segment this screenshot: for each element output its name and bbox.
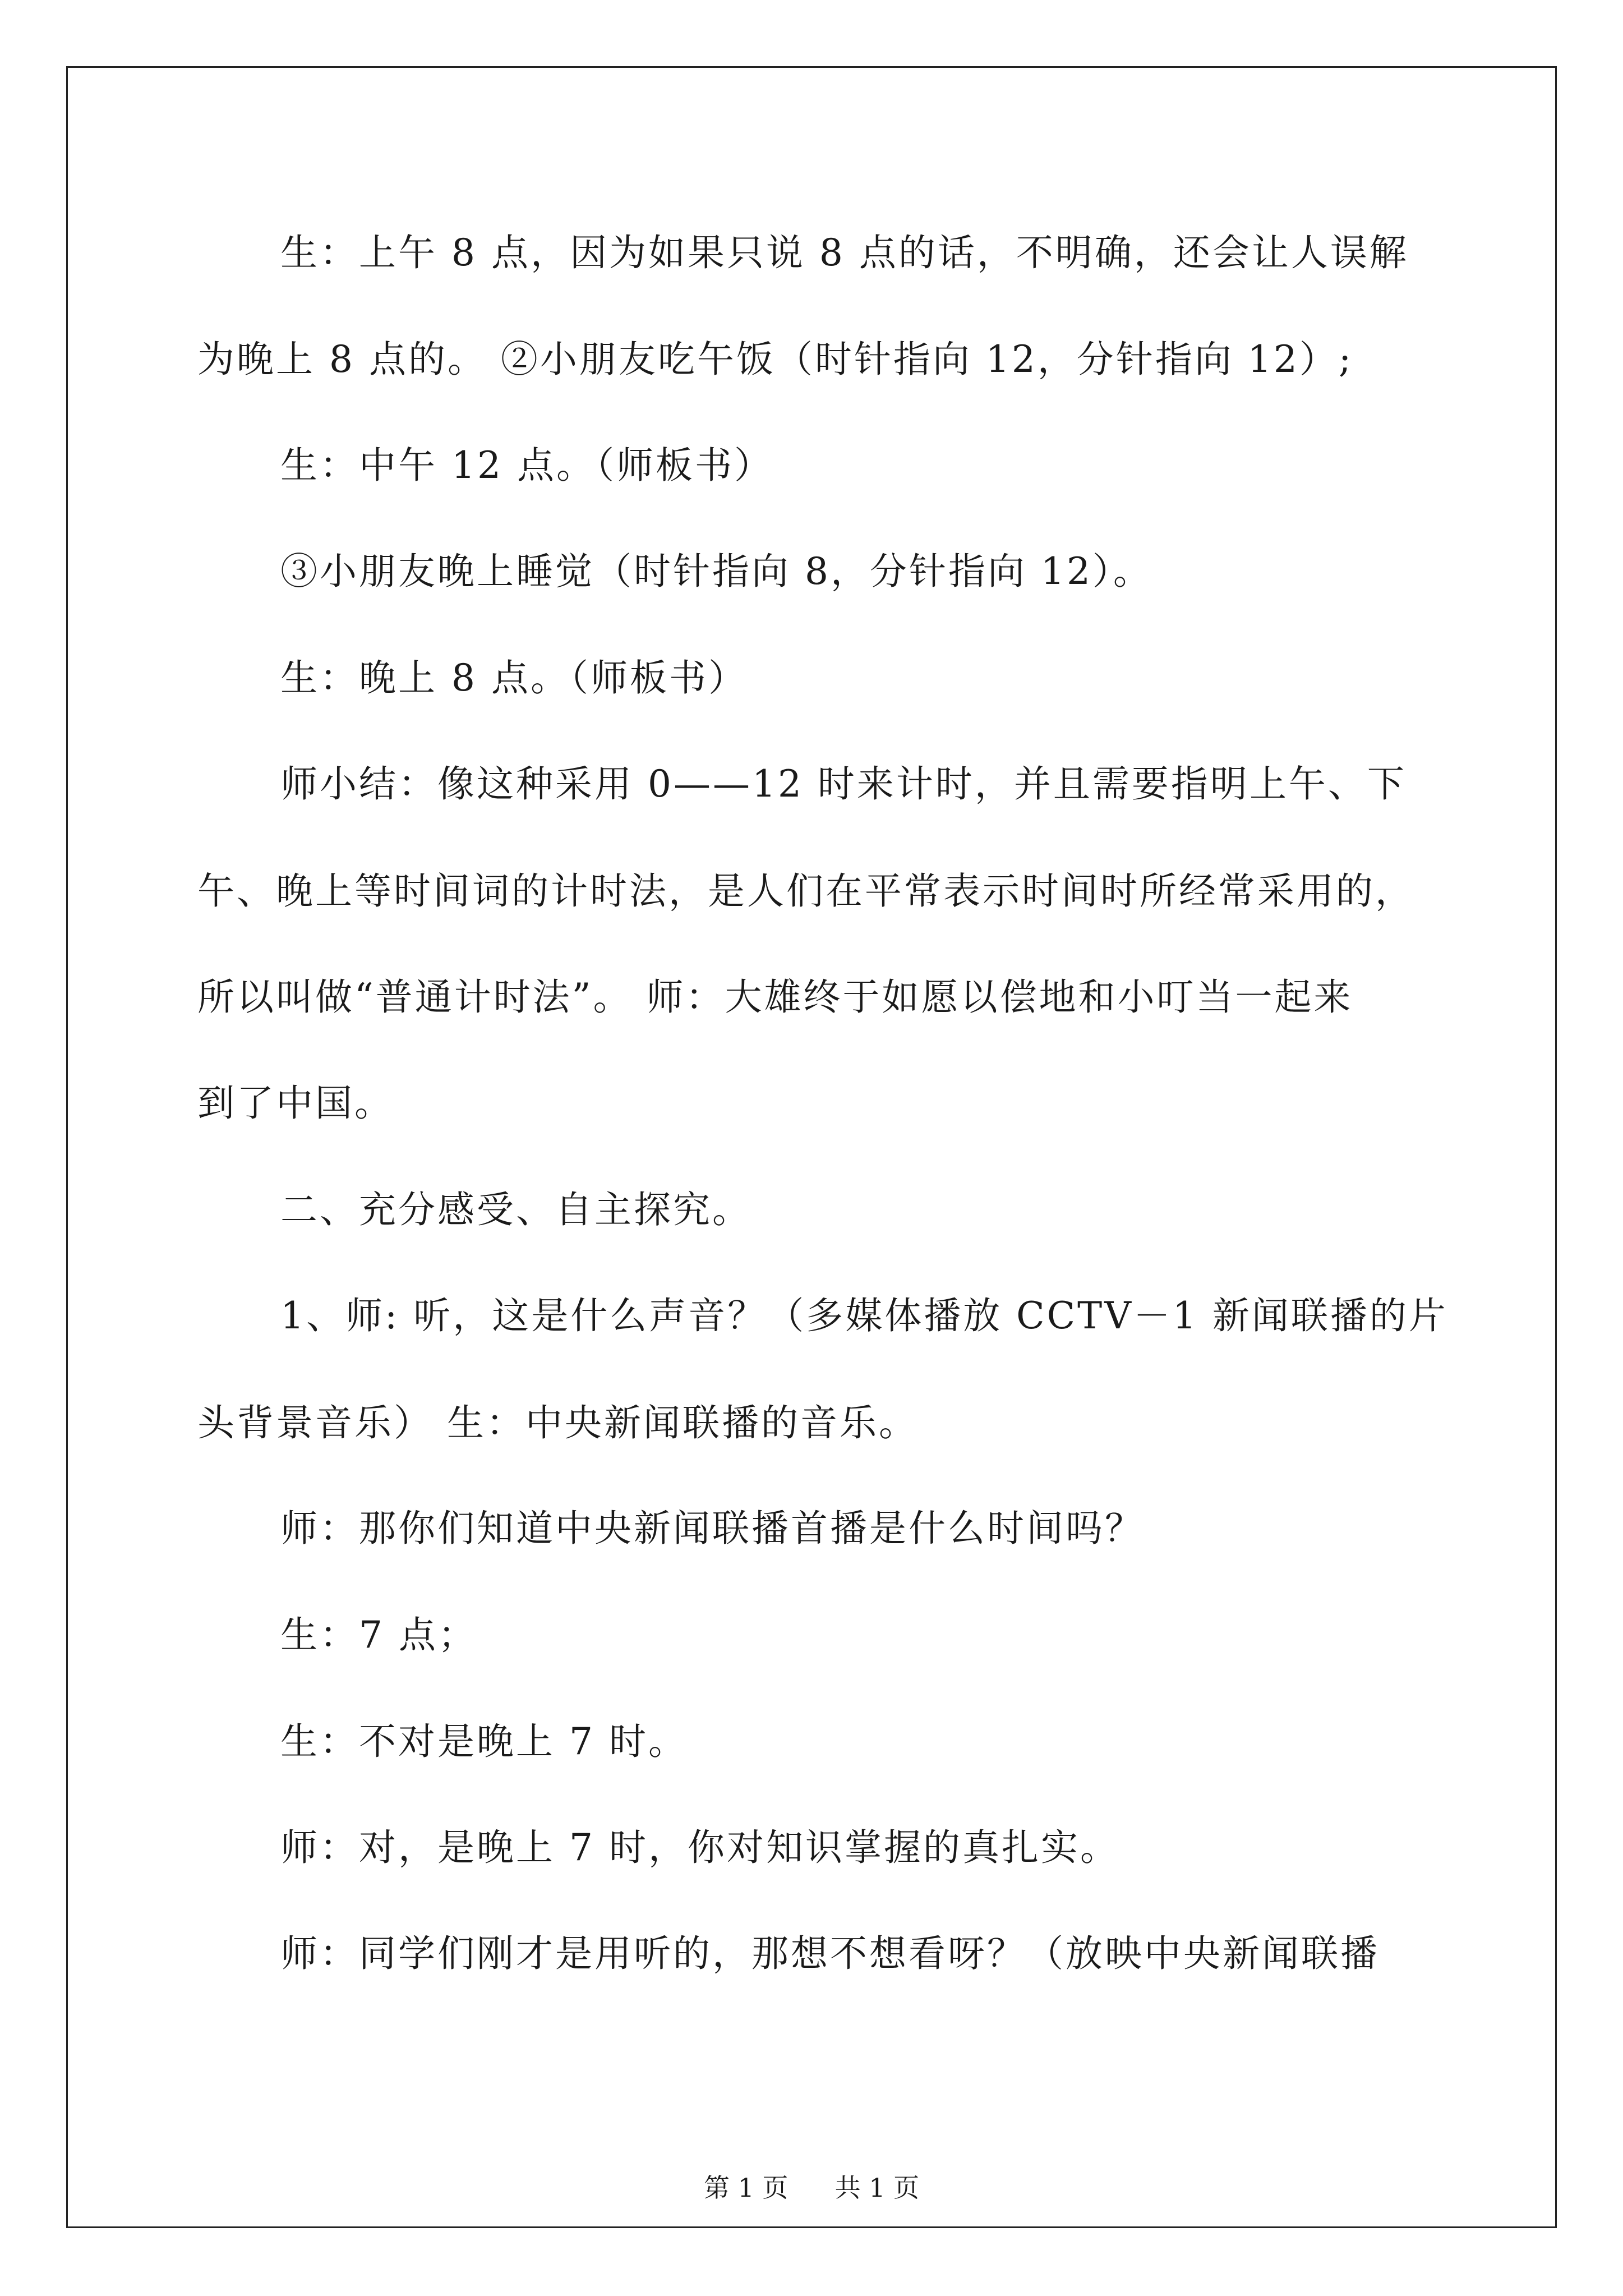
text-line: 二、充分感受、自主探究。 [280, 1188, 751, 1231]
text-line: 生：上午 8 点，因为如果只说 8 点的话，不明确，还会让人误解 [280, 231, 1409, 274]
text-line: 师：同学们刚才是用听的，那想不想看呀？（放映中央新闻联播 [280, 1932, 1380, 1975]
text-line: 为晚上 8 点的。 ②小朋友吃午饭（时针指向 12，分针指向 12）; [197, 338, 1354, 381]
text-line: 头背景音乐） 生：中央新闻联播的音乐。 [197, 1401, 918, 1444]
page-border [66, 66, 1557, 2228]
page-number-current: 第 1 页 [703, 2173, 789, 2203]
text-line: 师：对，是晚上 7 时，你对知识掌握的真扎实。 [280, 1826, 1119, 1869]
page-footer [0, 2175, 1623, 2201]
text-line: 午、晚上等时间词的计时法，是人们在平常表示时间时所经常采用的， [197, 869, 1414, 913]
page-number-total: 共 1 页 [834, 2173, 920, 2203]
text-line: 师：那你们知道中央新闻联播首播是什么时间吗？ [280, 1507, 1144, 1550]
text-line: 师小结：像这种采用 0——12 时来计时，并且需要指明上午、下 [280, 762, 1407, 806]
text-line: 生：7 点； [280, 1613, 477, 1657]
text-line: 生：晚上 8 点。（师板书） [280, 656, 748, 700]
text-line: 生：不对是晚上 7 时。 [280, 1720, 688, 1763]
text-line: 1、师: 听，这是什么声音？（多媒体播放 CCTV－1 新闻联播的片 [280, 1294, 1448, 1337]
text-line: ③小朋友晚上睡觉（时针指向 8，分针指向 12）。 [280, 550, 1152, 593]
text-line: 到了中国。 [197, 1082, 394, 1125]
text-line: 所以叫做“普通计时法”。 师：大雄终于如愿以偿地和小叮当一起来 [197, 976, 1353, 1019]
text-line: 生：中午 12 点。（师板书） [280, 444, 773, 487]
